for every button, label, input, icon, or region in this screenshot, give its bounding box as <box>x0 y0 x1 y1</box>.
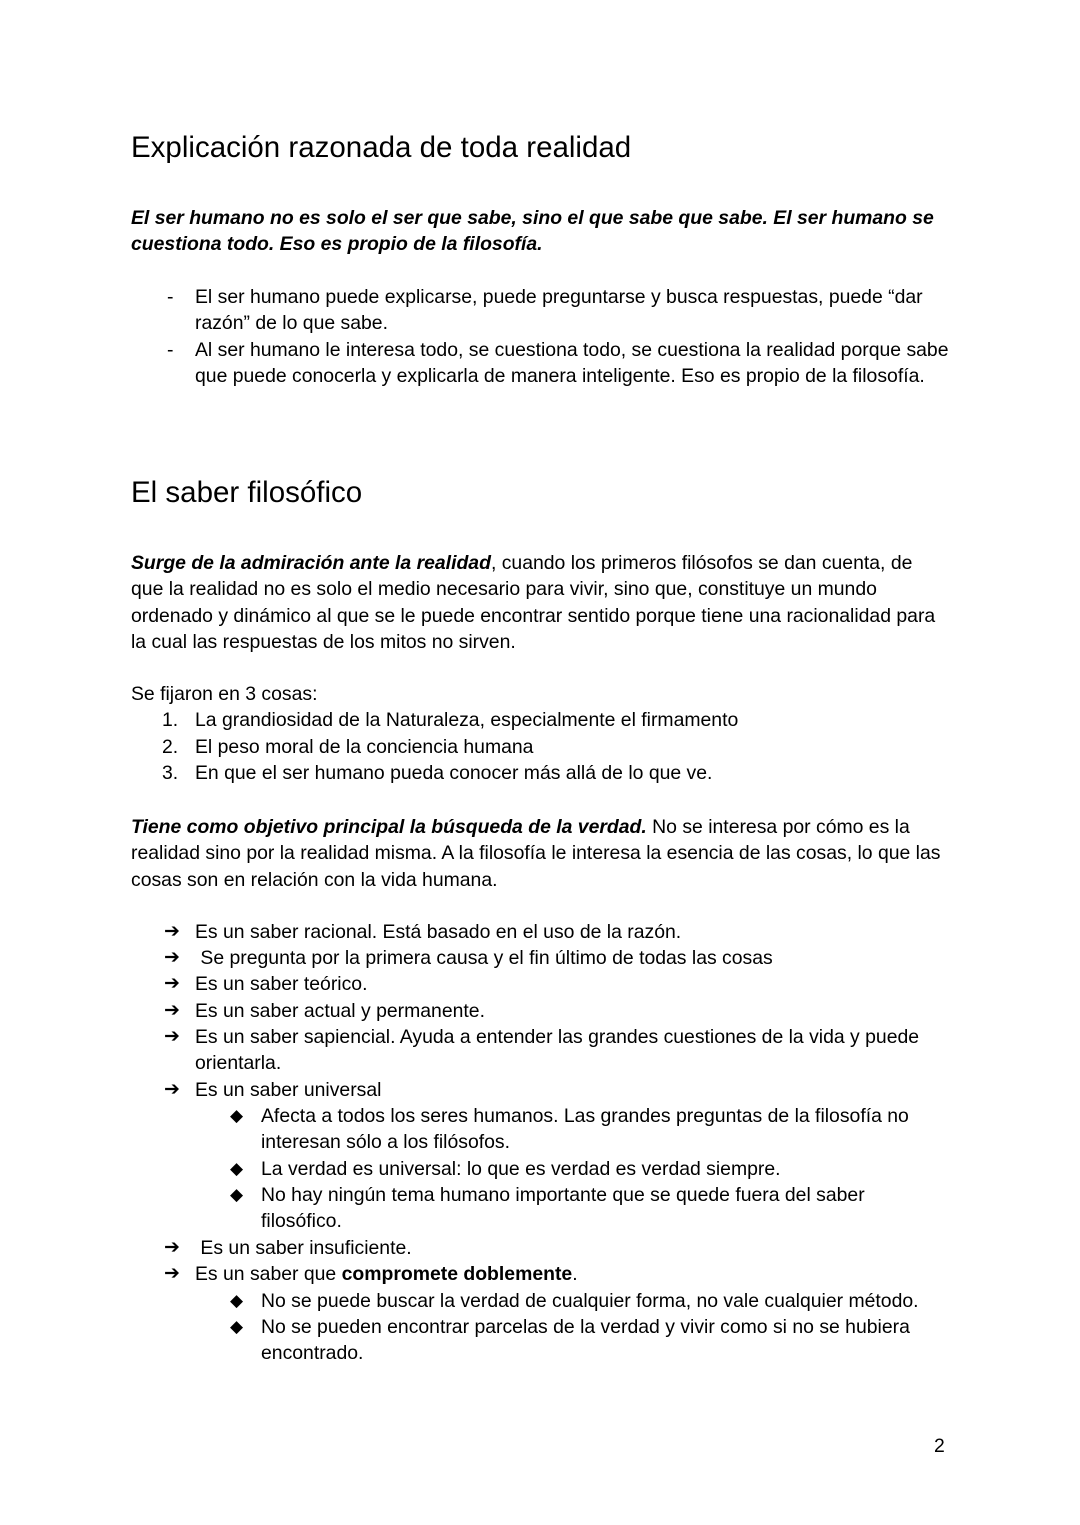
bold-phrase: Surge de la admiración ante la realidad <box>131 552 491 574</box>
lead-paragraph: El ser humano no es solo el ser que sabe, sino el que sabe que sabe. El ser humano se cuestiona todo. Eso es propio de la filosofía. <box>131 207 934 256</box>
numbered-item <box>131 734 951 760</box>
list-item-text: Es un saber racional. Está basado en el uso de la razón. <box>195 921 682 943</box>
arrow-icon: ➔ <box>164 1026 180 1047</box>
paragraph-text: No se interesa por cómo es la realidad sino por la realidad misma. A la filosofía le interesa la esencia de las cosas, lo que las cosas son en relación con la vida humana. <box>131 816 941 891</box>
arrow-icon: ➔ <box>164 921 180 942</box>
diamond-item <box>131 1288 951 1314</box>
arrow-icon: ➔ <box>164 1079 180 1100</box>
arrow-item <box>131 919 951 945</box>
diamond-item <box>131 1103 951 1156</box>
arrow-icon: ➔ <box>164 1000 180 1021</box>
arrow-icon: ➔ <box>164 947 180 968</box>
arrow-item <box>131 971 951 997</box>
list-item-text: Es un saber universal <box>195 1079 382 1101</box>
list-item <box>131 284 951 337</box>
list-item-text: La verdad es universal: lo que es verdad es verdad siempre. <box>261 1158 781 1180</box>
list-item-text: El peso moral de la conciencia humana <box>195 736 534 758</box>
number-marker: 2. <box>162 736 179 758</box>
list-item-text: No se puede buscar la verdad de cualquier forma, no vale cualquier método. <box>261 1290 919 1312</box>
list-item-text: Es un saber sapiencial. Ayuda a entender las grandes cuestiones de la vida y puede orientarla. <box>195 1026 920 1075</box>
diamond-icon: ◆ <box>230 1185 244 1204</box>
diamond-icon: ◆ <box>230 1291 244 1310</box>
list-item-text: El ser humano puede explicarse, puede preguntarse y busca respuestas, puede “dar razón” de lo que sabe. <box>195 286 923 335</box>
text: . <box>572 1263 578 1285</box>
arrow-item <box>131 1024 951 1077</box>
diamond-icon: ◆ <box>230 1317 244 1336</box>
list-item-text: No se pueden encontrar parcelas de la verdad y vivir como si no se hubiera encontrado. <box>261 1316 910 1365</box>
list-item-text: La grandiosidad de la Naturaleza, especialmente el firmamento <box>195 709 739 731</box>
paragraph-text: , cuando los primeros filósofos se dan cuenta, de que la realidad no es solo el medio necesario para vivir, sino que, constituye un mundo ordenado y dinámico al que se le puede encontrar sentido porque tiene una racionalidad para la cual las respuestas de los mitos no sirven. <box>131 552 936 653</box>
numbered-item <box>131 707 951 733</box>
arrow-item <box>131 1261 951 1287</box>
arrow-item <box>131 998 951 1024</box>
number-marker: 1. <box>162 709 179 731</box>
arrow-icon: ➔ <box>164 1237 180 1258</box>
dash-marker: - <box>167 286 174 308</box>
page-number: 2 <box>934 1435 945 1457</box>
diamond-item <box>131 1182 951 1235</box>
text: Es un saber que <box>195 1263 342 1285</box>
list-item-text: Al ser humano le interesa todo, se cuestiona todo, se cuestiona la realidad porque sabe que puede conocerla y explicarla de manera inteligente. Eso es propio de la filosofía. <box>195 339 949 388</box>
paragraph-objetivo <box>131 814 941 893</box>
list-item-text: En que el ser humano pueda conocer más allá de lo que ve. <box>195 762 713 784</box>
numbered-item <box>131 760 951 786</box>
arrow-item <box>131 1235 951 1261</box>
list-item-text: Afecta a todos los seres humanos. Las grandes preguntas de la filosofía no interesan sólo a los filósofos. <box>261 1105 909 1154</box>
list-item-text <box>195 1261 951 1287</box>
list-item <box>131 337 951 390</box>
dash-marker: - <box>167 339 174 361</box>
heading-explicacion: Explicación razonada de toda realidad <box>131 131 632 164</box>
list-intro: Se fijaron en 3 cosas: <box>131 683 318 705</box>
list-item-text: Es un saber actual y permanente. <box>195 1000 485 1022</box>
diamond-icon: ◆ <box>230 1159 244 1178</box>
diamond-icon: ◆ <box>230 1106 244 1125</box>
number-marker: 3. <box>162 762 179 784</box>
arrow-item <box>131 1077 951 1103</box>
bold-phrase: compromete doblemente <box>341 1263 573 1285</box>
paragraph-surge <box>131 550 941 655</box>
list-item-text: Es un saber teórico. <box>195 973 368 995</box>
bold-phrase: Tiene como objetivo principal la búsqueda de la verdad. <box>131 816 647 838</box>
arrow-icon: ➔ <box>164 1263 180 1284</box>
arrow-item <box>131 945 951 971</box>
list-item-text: No hay ningún tema humano importante que se quede fuera del saber filosófico. <box>261 1184 865 1233</box>
arrow-icon: ➔ <box>164 973 180 994</box>
list-item-text: Se pregunta por la primera causa y el fin último de todas las cosas <box>195 947 773 969</box>
heading-saber-filosofico: El saber filosófico <box>131 476 363 509</box>
diamond-item <box>131 1156 951 1182</box>
list-item-text: Es un saber insuficiente. <box>195 1237 412 1259</box>
diamond-item <box>131 1314 951 1367</box>
